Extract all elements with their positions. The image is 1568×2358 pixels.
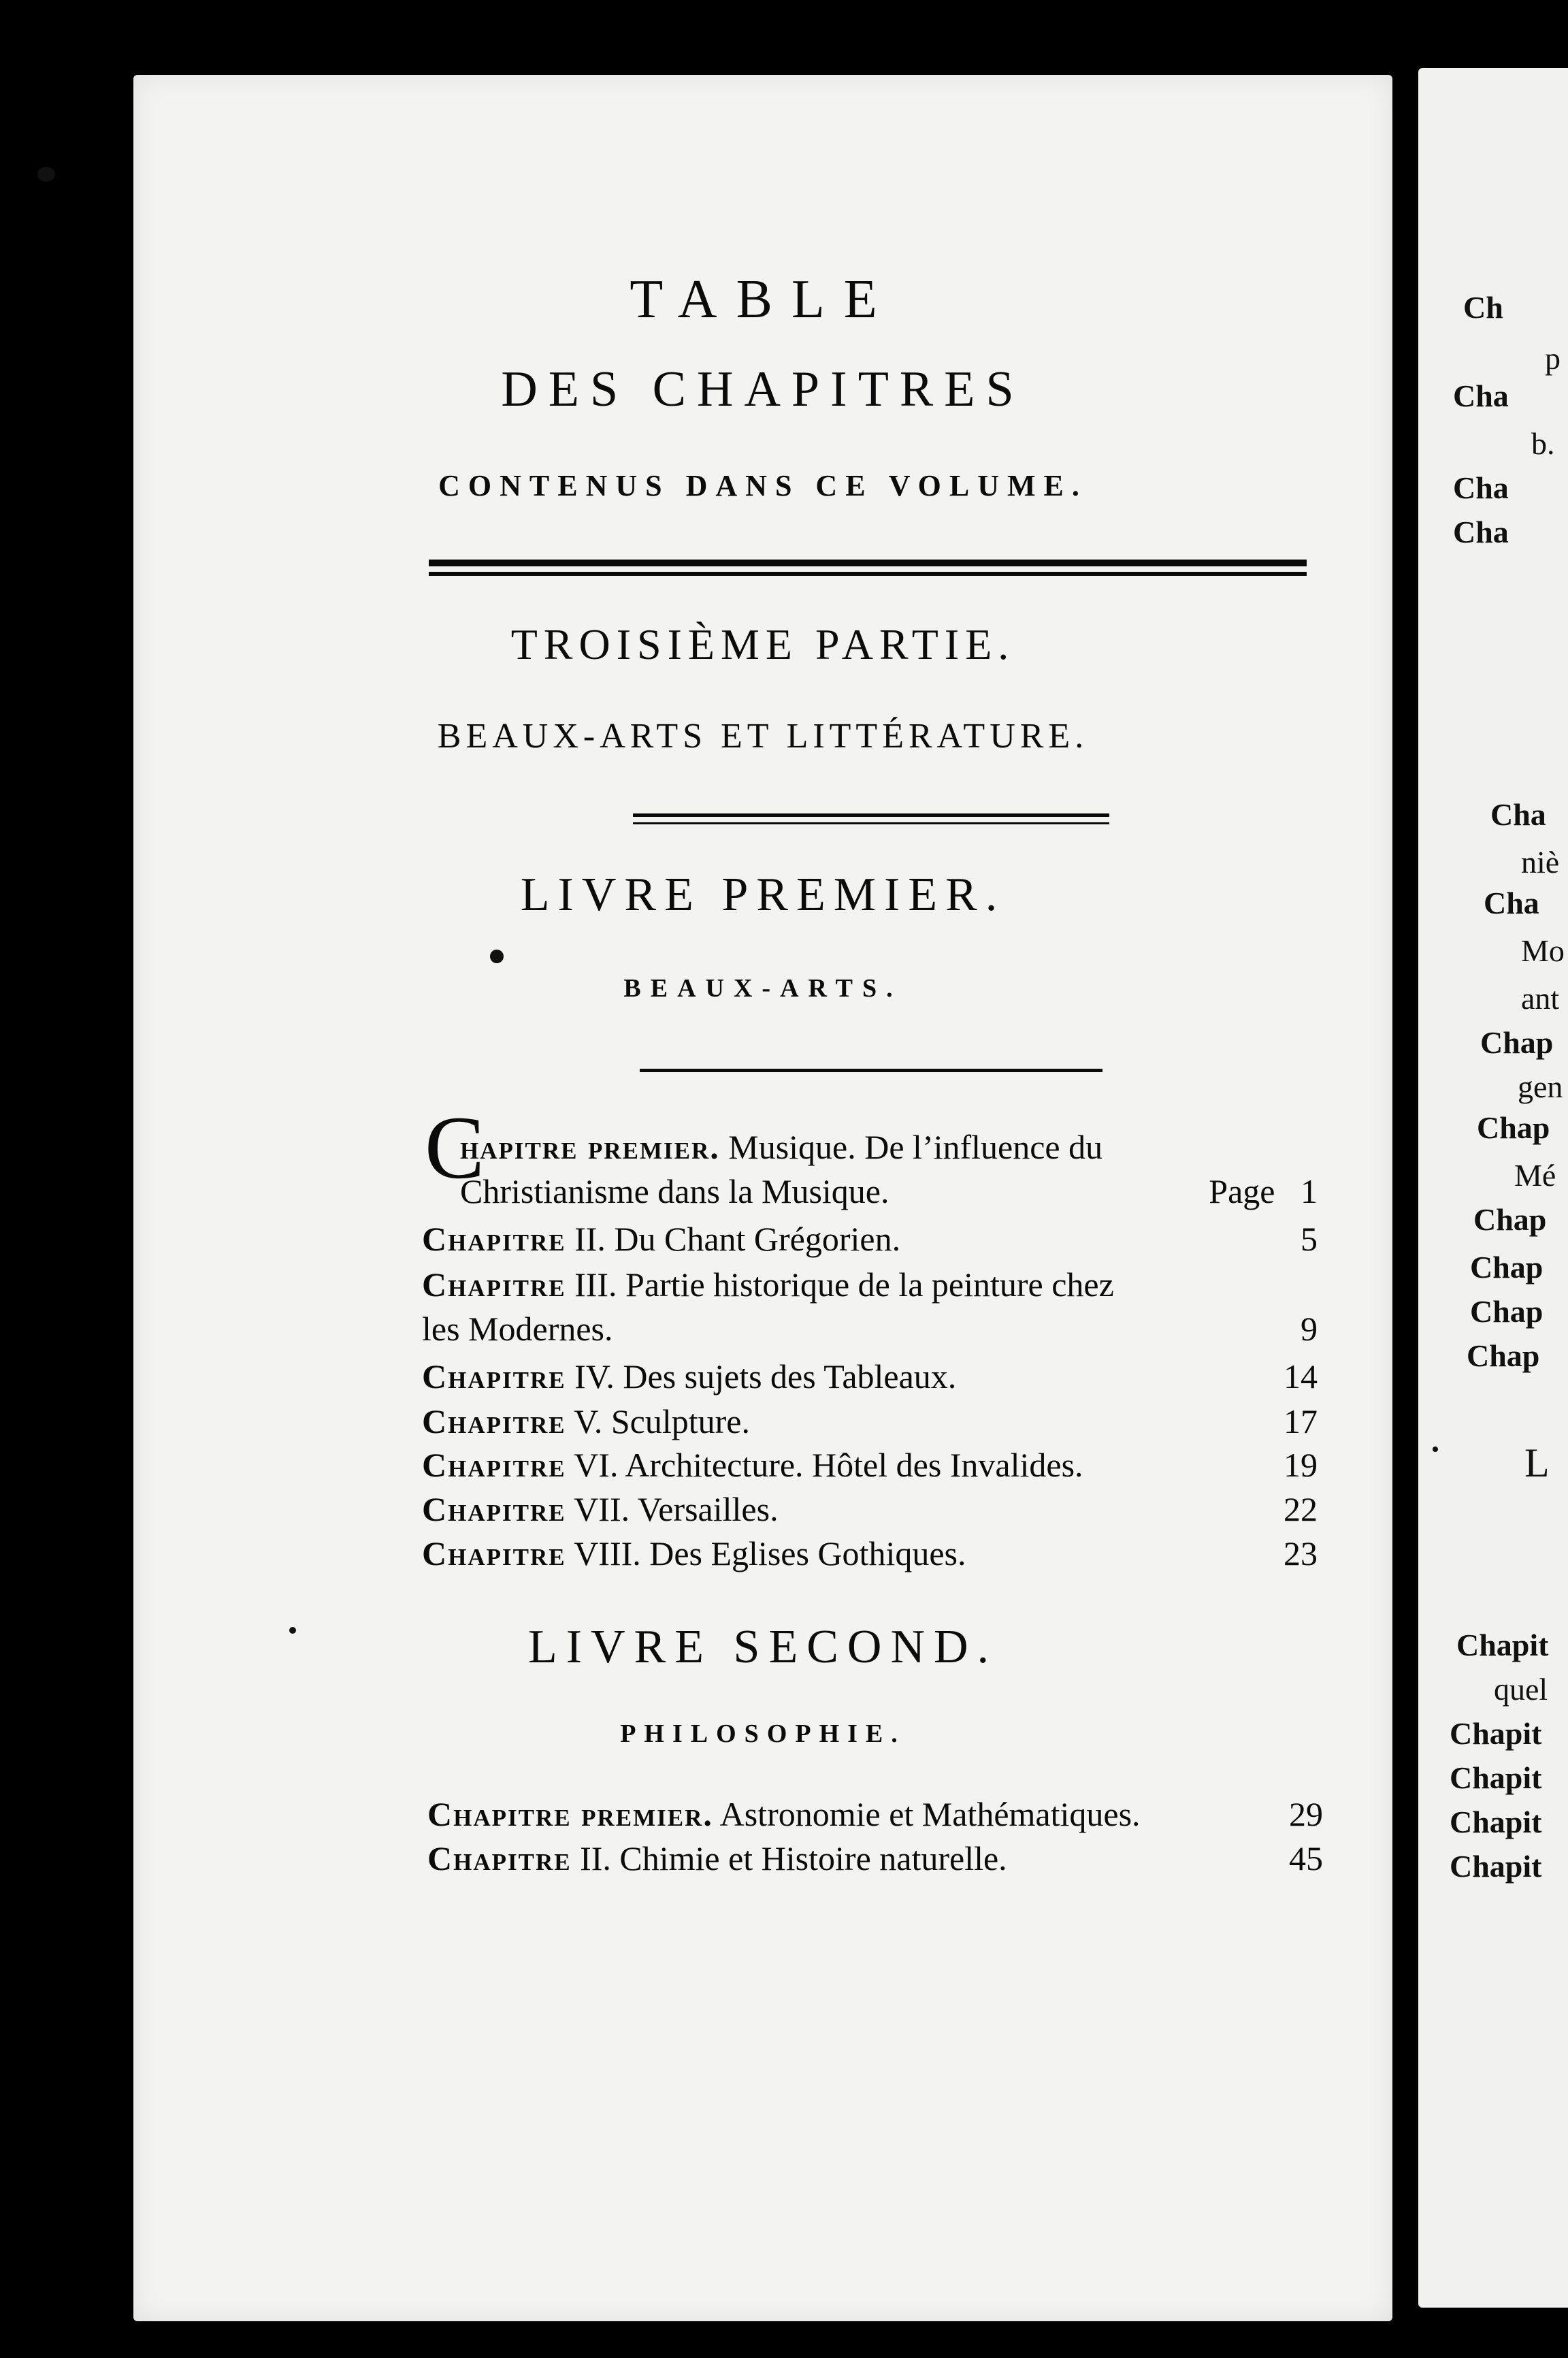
chapter-title: III. Partie historique de la peinture chez xyxy=(574,1265,1114,1304)
page-number: 29 xyxy=(1289,1795,1323,1833)
neighbor-line: Cha xyxy=(1484,886,1539,920)
page-number: 9 xyxy=(1301,1310,1318,1348)
toc-entry xyxy=(422,1401,1318,1442)
partie-subtitle: BEAUX-ARTS ET LITTÉRATURE. xyxy=(437,717,1089,756)
chapter-title: II. Du Chant Grégorien. xyxy=(574,1220,901,1258)
neighbor-line: Chapit xyxy=(1450,1760,1542,1795)
page-number: 14 xyxy=(1284,1357,1318,1395)
chapter-title: Musique. De l’influence du xyxy=(728,1128,1103,1166)
chapter-title: II. Chimie et Histoire naturelle. xyxy=(580,1839,1007,1877)
neighbor-line: b. xyxy=(1531,426,1555,461)
neighbor-line: Chap xyxy=(1470,1294,1544,1329)
neighbor-line: ant xyxy=(1521,981,1560,1016)
neighbor-line: Cha xyxy=(1453,515,1509,549)
livre-premier-subtitle: BEAUX-ARTS. xyxy=(623,974,902,1003)
page-number: 22 xyxy=(1284,1490,1318,1528)
heading-contenus: CONTENUS DANS CE VOLUME. xyxy=(438,469,1088,502)
section-rule-thin xyxy=(633,822,1109,824)
neighbor-line: Mé xyxy=(1514,1158,1556,1193)
section-rule xyxy=(633,813,1109,817)
toc-entry-continued xyxy=(422,1308,1318,1349)
chapter-title-cont: les Modernes. xyxy=(422,1310,613,1348)
chapter-label: hapitre premier. xyxy=(460,1128,720,1166)
chapter-label: Chapitre xyxy=(422,1357,566,1395)
page-number xyxy=(1209,1171,1318,1212)
chapter-label: Chapitre xyxy=(422,1402,566,1440)
chapter-title-cont: Christianisme dans la Musique. xyxy=(460,1172,889,1210)
toc-entry xyxy=(422,1264,1318,1305)
neighbor-line: Chap xyxy=(1473,1202,1547,1237)
dropcap: C xyxy=(425,1097,485,1197)
scan-speck xyxy=(37,167,55,182)
chapter-title: VII. Versailles. xyxy=(574,1490,779,1528)
page-word: Page xyxy=(1209,1172,1275,1210)
neighbor-line: Chapit xyxy=(1456,1628,1549,1662)
chapter-title: Astronomie et Mathématiques. xyxy=(719,1795,1141,1833)
neighbor-line: Mo xyxy=(1521,933,1565,968)
neighbor-line: Chap xyxy=(1477,1110,1550,1145)
heading-des-chapitres: DES CHAPITRES xyxy=(501,361,1025,417)
livre-premier-title: LIVRE PREMIER. xyxy=(520,869,1006,921)
chapter-label: Chapitre xyxy=(422,1446,566,1484)
heading-table: TABLE xyxy=(630,270,896,329)
toc-entry-continued xyxy=(460,1171,1318,1212)
toc-entry xyxy=(422,1533,1318,1574)
livre-second-subtitle: PHILOSOPHIE. xyxy=(620,1719,906,1748)
chapter-title: VI. Architecture. Hôtel des Invalides. xyxy=(574,1446,1083,1484)
neighbor-line: Chapit xyxy=(1450,1849,1542,1884)
neighbor-line: Ch xyxy=(1463,290,1503,325)
chapter-title: IV. Des sujets des Tableaux. xyxy=(574,1357,957,1395)
double-rule-bottom xyxy=(429,572,1307,576)
neighbor-line: gen xyxy=(1518,1069,1563,1104)
toc-entry xyxy=(422,1218,1318,1259)
partie-title: TROISIÈME PARTIE. xyxy=(510,620,1015,668)
scan-speck xyxy=(289,1627,296,1634)
page-number-value: 1 xyxy=(1301,1172,1318,1210)
neighbor-line: quel xyxy=(1494,1672,1548,1707)
toc-entry xyxy=(427,1794,1323,1835)
chapter-label: Chapitre xyxy=(422,1490,566,1528)
neighbor-line: niè xyxy=(1521,845,1560,879)
chapter-title: V. Sculpture. xyxy=(574,1402,750,1440)
neighbor-line: Cha xyxy=(1490,797,1546,832)
chapter-label: Chapitre xyxy=(422,1265,566,1304)
neighbor-line: Chap xyxy=(1467,1338,1540,1373)
chapter-label: Chapitre xyxy=(427,1839,572,1877)
neighbor-line: Cha xyxy=(1453,378,1509,413)
neighbor-line: Chap xyxy=(1470,1250,1544,1285)
toc-entry xyxy=(422,1356,1318,1397)
page-number: 5 xyxy=(1301,1220,1318,1258)
chapter-label: Chapitre premier. xyxy=(427,1795,713,1833)
page-number: 17 xyxy=(1284,1402,1318,1440)
neighbor-line: Cha xyxy=(1453,470,1509,505)
toc-entry xyxy=(422,1489,1318,1530)
page-number: 45 xyxy=(1289,1839,1323,1877)
neighbor-line: Chapit xyxy=(1450,1716,1542,1751)
toc-entry xyxy=(422,1444,1318,1485)
chapter-label: Chapitre xyxy=(422,1220,566,1258)
double-rule-top xyxy=(429,560,1307,566)
toc-entry xyxy=(460,1127,1318,1167)
section-rule xyxy=(640,1069,1102,1072)
page-number: 19 xyxy=(1284,1446,1318,1484)
neighbor-line: L xyxy=(1524,1440,1550,1485)
scan-speck xyxy=(490,950,504,963)
page-number: 23 xyxy=(1284,1534,1318,1572)
livre-second-title: LIVRE SECOND. xyxy=(527,1621,998,1673)
chapter-title: VIII. Des Eglises Gothiques. xyxy=(574,1534,966,1572)
neighbor-line: p xyxy=(1545,341,1561,376)
toc-entry xyxy=(427,1838,1323,1879)
neighbor-line: Chap xyxy=(1480,1025,1554,1060)
chapter-label: Chapitre xyxy=(422,1534,566,1572)
scan-speck xyxy=(1433,1447,1438,1452)
neighbor-line: Chapit xyxy=(1450,1805,1542,1839)
